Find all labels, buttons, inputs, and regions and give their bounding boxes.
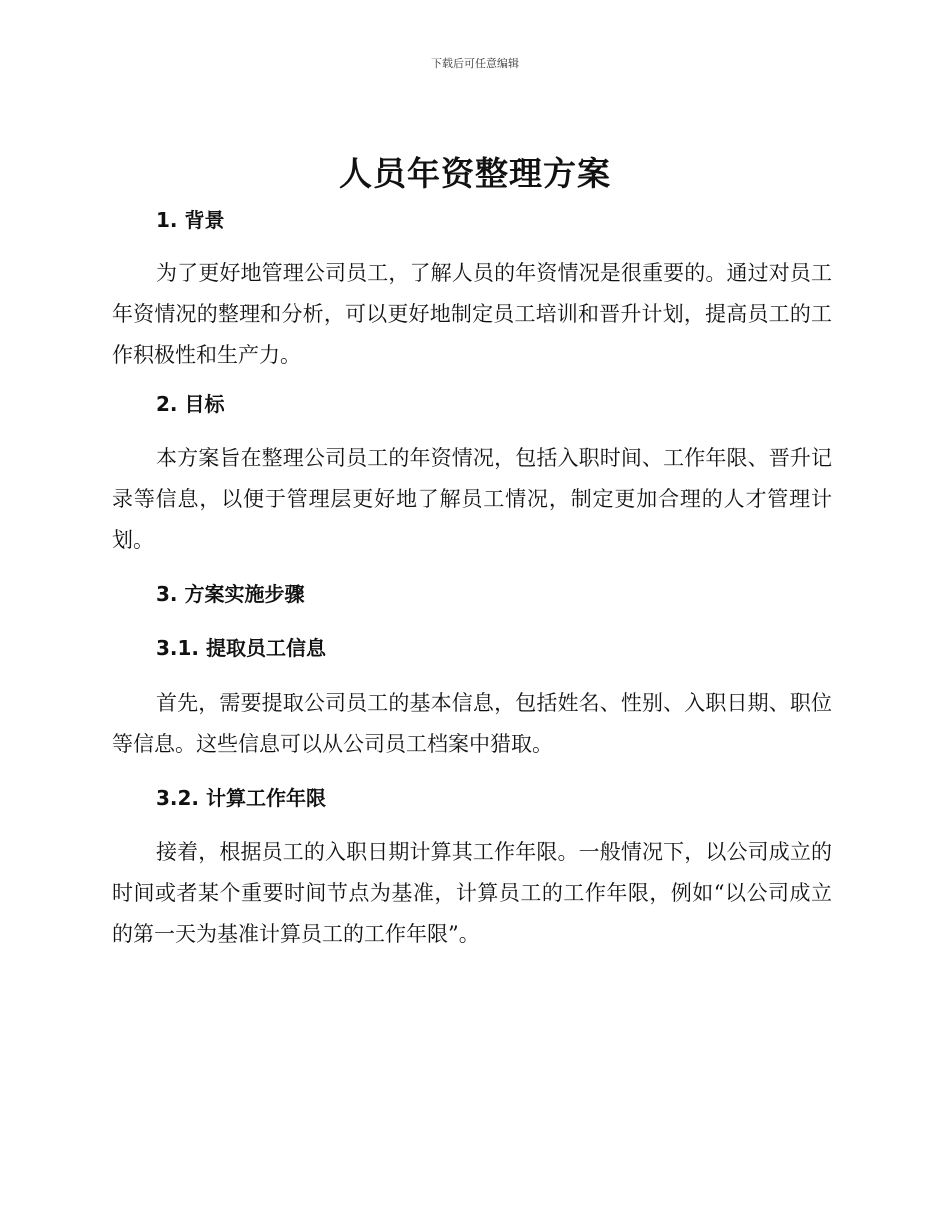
section-paragraph-background: 为了更好地管理公司员工，了解人员的年资情况是很重要的。通过对员工年资情况的整理和分析，可以更好地制定员工培训和晋升计划，提高员工的工作积极性和生产力。 xyxy=(112,261,832,367)
section-paragraph-extract-info: 首先，需要提取公司员工的基本信息，包括姓名、性别、入职日期、职位等信息。这些信息可以从公司员工档案中猎取。 xyxy=(112,691,832,756)
section-heading-goal: 2. 目标 xyxy=(156,392,225,416)
section-heading-background: 1. 背景 xyxy=(156,208,225,232)
section-paragraph-goal: 本方案旨在整理公司员工的年资情况，包括入职时间、工作年限、晋升记录等信息，以便于管理层更好地了解员工情况，制定更加合理的人才管理计划。 xyxy=(112,446,832,552)
document-body xyxy=(112,200,832,955)
section-heading-implementation-steps: 3. 方案实施步骤 xyxy=(156,582,305,606)
section-heading-calculate-years: 3.2. 计算工作年限 xyxy=(156,786,326,810)
page-header-note: 下载后可任意编辑 xyxy=(431,57,519,70)
document-title: 人员年资整理方案 xyxy=(339,154,611,193)
section-paragraph-calculate-years: 接着，根据员工的入职日期计算其工作年限。一般情况下，以公司成立的时间或者某个重要时间节点为基准，计算员工的工作年限，例如“以公司成立的第一天为基准计算员工的工作年限”。 xyxy=(112,840,832,946)
section-heading-extract-info: 3.1. 提取员工信息 xyxy=(156,636,326,660)
